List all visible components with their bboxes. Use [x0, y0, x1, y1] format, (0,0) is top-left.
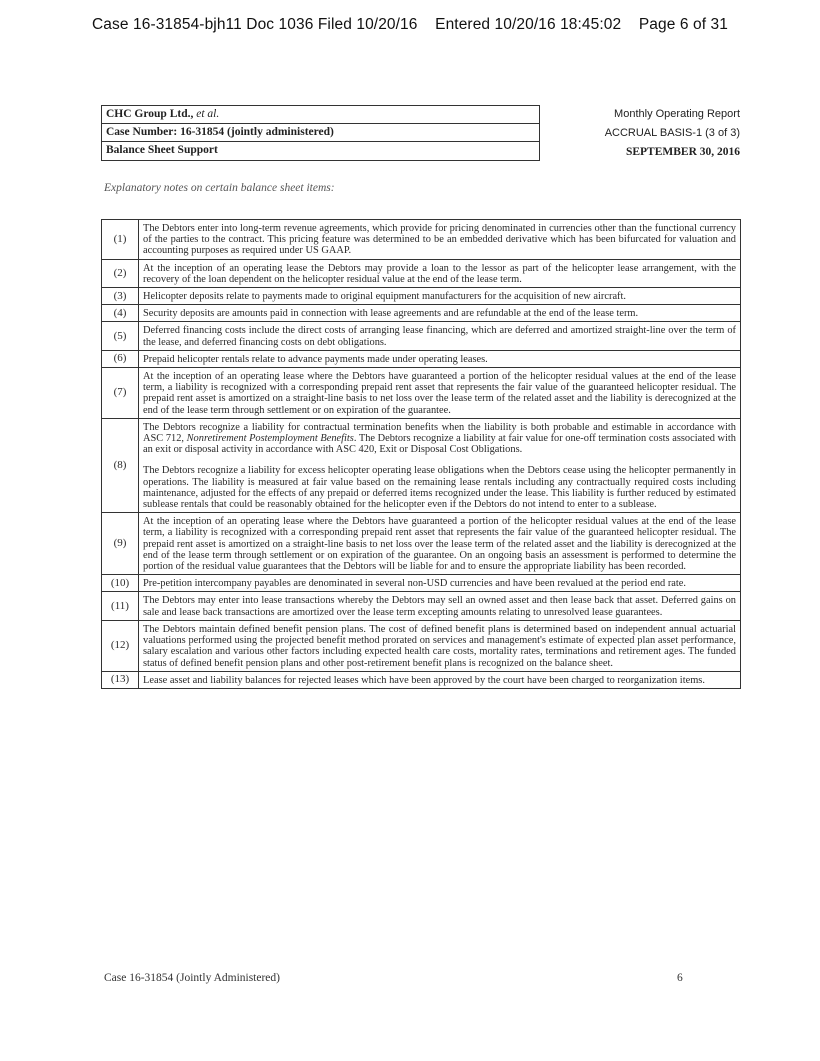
note-paragraph: Security deposits are amounts paid in connection with lease agreements and are refundable at the end of the lease term.	[143, 308, 639, 320]
note-text	[139, 288, 741, 305]
note-text	[139, 513, 741, 575]
note-text	[139, 418, 741, 512]
intro-text: Explanatory notes on certain balance sheet items:	[104, 182, 335, 194]
note-text	[139, 671, 741, 688]
page-of: Page 6 of 31	[638, 16, 728, 33]
note-number: (3)	[102, 288, 139, 305]
case-number: Case Number: 16-31854 (jointly administered)	[102, 124, 539, 142]
page-number: 6	[677, 972, 683, 984]
note-paragraph: At the inception of an operating lease the Debtors may provide a loan to the lessor as part of the helicopter lease arrangement, with the recovery of the loan dependent on the helicopter residual value at the end of the lease term.	[143, 262, 736, 285]
note-number: (11)	[102, 592, 139, 620]
note-number: (13)	[102, 671, 139, 688]
note-paragraph: The Debtors recognize a liability for excess helicopter operating lease obligations when the Debtors cease using the helicopter permanently in operations. The liability is measured at fair value based on the remaining lease rentals including any contractually required costs including maintenance, adjusted for the effects of any prepaid or deferred items recognized under the lease. This liability is further reduced by estimated sublease rentals that could be reasonably obtained for the helicopter even if the Debtors do not intend to enter to a sublease.	[143, 465, 736, 511]
note-row	[102, 513, 741, 575]
note-number: (1)	[102, 220, 139, 260]
note-paragraph: Lease asset and liability balances for rejected leases which have been approved by the court have been charged to reorganization items.	[143, 674, 705, 686]
note-paragraph: Helicopter deposits relate to payments made to original equipment manufacturers for the acquisition of new aircraft.	[143, 291, 626, 303]
note-text	[139, 592, 741, 620]
section-title: Balance Sheet Support	[106, 144, 218, 156]
note-paragraph: At the inception of an operating lease where the Debtors have guaranteed a portion of the helicopter residual values at the end of the lease term, a liability is recognized with a corresponding prepaid rent asset that represents the fair value of the guaranteed helicopter residual. The prepaid rent asset is amortized on a straight-line basis to net loss over the lease term of the related asset and the liability is derecognized at the end of the lease term through settlement or on expiration of the guarantee.	[143, 371, 736, 416]
note-paragraph: The Debtors may enter into lease transactions whereby the Debtors may sell an owned asset and then lease back that asset. Deferred gains on sale and lease back transactions are amortized over the lease term excepting amounts relating to unresolved lease guarantees.	[143, 595, 736, 618]
note-text-run: The Debtors recognize a liability for contractual termination benefits when the liability is both probable and estimable in accordance with ASC 712,	[143, 421, 736, 445]
note-number: (5)	[102, 322, 139, 350]
note-number: (2)	[102, 259, 139, 287]
note-number: (8)	[102, 418, 139, 512]
note-number: (6)	[102, 350, 139, 367]
note-text	[139, 322, 741, 350]
note-text	[139, 575, 741, 592]
entered-date: Entered 10/20/16 18:45:02	[435, 16, 622, 33]
note-text-run: . The Debtors recognize a liability at fair value for one-off termination costs associated with an exit or disposal activity in accordance with ASC 420, Exit or Disposal Cost Obligations.	[143, 433, 736, 456]
note-paragraph: The Debtors enter into long-term revenue agreements, which provide for pricing denominated in currencies other than the functional currency of the parties to the contract. This pricing feature was determined to be an embedded derivative which has been bifurcated for valuation and accounting purposes as required under US GAAP.	[143, 223, 736, 257]
note-row	[102, 220, 741, 260]
footer-case: Case 16-31854 (Jointly Administered)	[104, 972, 280, 984]
note-paragraph: At the inception of an operating lease where the Debtors have guaranteed a portion of the helicopter residual values at the end of the lease term, a liability is recognized with a corresponding prepaid rent asset that represents the fair value of the guaranteed helicopter residual. The prepaid rent asset is amortized on a straight-line basis to net loss over the lease term of the related asset and the liability is derecognized at the end of the lease term through settlement or on expiration of the guarantee. On an ongoing basis an assessment is performed to determine the portion of the residual value guarantees that the Debtors will be liable for and to ensure the appropriate liability has been recorded.	[143, 516, 736, 573]
note-text	[139, 305, 741, 322]
note-paragraph: The Debtors maintain defined benefit pension plans. The cost of defined benefit plans is determined based on independent annual actuarial valuations performed using the projected benefit method prorated on services and management's estimate of expected plan asset performance, salary escalation and various other factors including expected health care costs, mortality rates, terminations and retirement ages. The funded status of defined benefit pension plans and other post-retirement benefit plans is recognized on the balance sheet.	[143, 623, 736, 669]
note-text	[139, 259, 741, 287]
note-text	[139, 368, 741, 419]
note-row	[102, 575, 741, 592]
court-filing-header	[0, 16, 820, 34]
note-row	[102, 288, 741, 305]
note-number: (9)	[102, 513, 139, 575]
case-info-box	[101, 105, 540, 161]
note-text	[139, 620, 741, 671]
filed-date: Filed 10/20/16	[317, 16, 418, 33]
report-title: Monthly Operating Report	[614, 108, 740, 120]
note-number: (4)	[102, 305, 139, 322]
company-row	[102, 106, 539, 124]
note-row	[102, 418, 741, 512]
note-paragraph	[143, 422, 736, 456]
note-row	[102, 671, 741, 688]
note-text	[139, 350, 741, 367]
note-row	[102, 322, 741, 350]
case-id: Case 16-31854-bjh11	[92, 16, 242, 33]
note-row	[102, 620, 741, 671]
note-row	[102, 592, 741, 620]
company-suffix: et al.	[196, 108, 220, 120]
note-paragraph: Pre-petition intercompany payables are denominated in several non-USD currencies and have been revalued at the period end rate.	[143, 578, 686, 590]
company-name: CHC Group Ltd.,	[106, 108, 197, 120]
note-row	[102, 259, 741, 287]
report-date: SEPTEMBER 30, 2016	[625, 146, 740, 158]
doc-number: Doc 1036	[246, 16, 314, 33]
notes-table	[101, 219, 741, 689]
note-number: (12)	[102, 620, 139, 671]
note-number: (7)	[102, 368, 139, 419]
note-paragraph: Prepaid helicopter rentals relate to advance payments made under operating leases.	[143, 353, 488, 365]
standard-title: Nonretirement Postemployment Benefits	[186, 433, 354, 445]
note-row	[102, 350, 741, 367]
note-number: (10)	[102, 575, 139, 592]
note-text	[139, 220, 741, 260]
report-basis: ACCRUAL BASIS-1 (3 of 3)	[604, 127, 740, 139]
note-row	[102, 368, 741, 419]
note-row	[102, 305, 741, 322]
note-paragraph: Deferred financing costs include the direct costs of arranging lease financing, which are deferred and amortized straight-line over the term of the lease, and deferred financing costs on debt obligations.	[143, 325, 736, 348]
